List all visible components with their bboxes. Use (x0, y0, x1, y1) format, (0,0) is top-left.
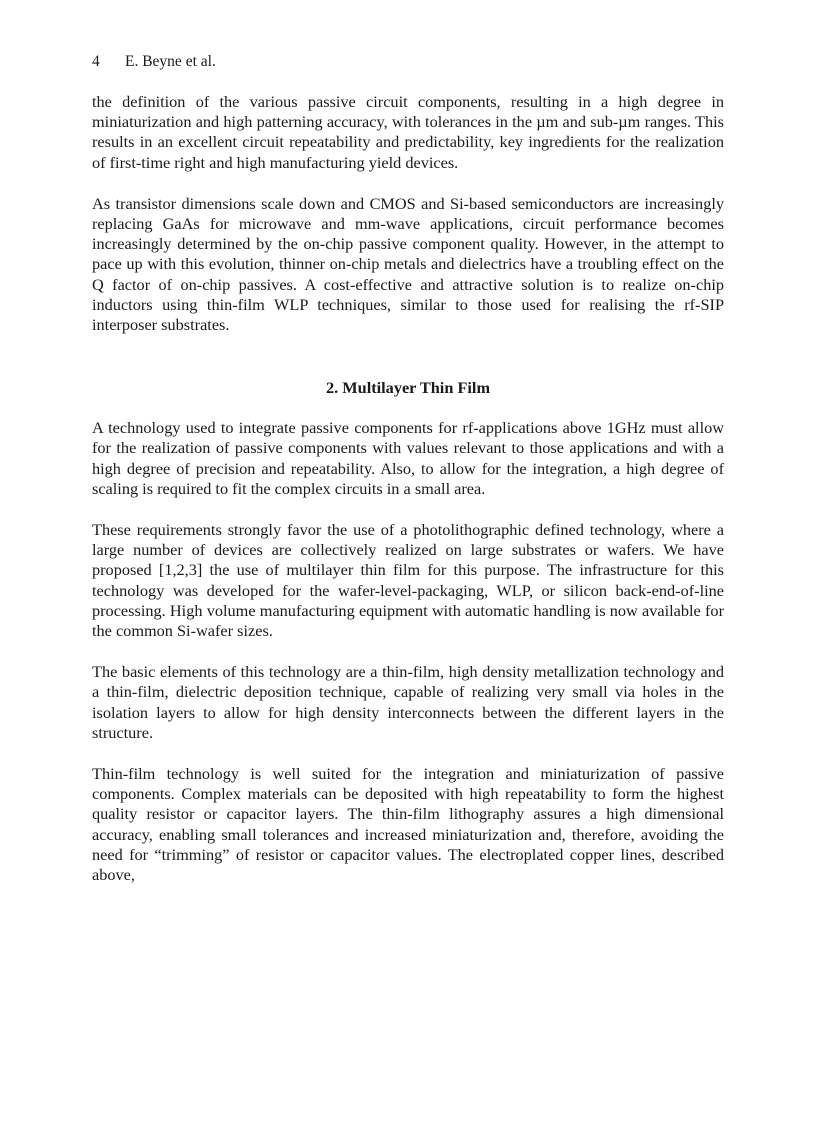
paragraph-section-4: Thin-film technology is well suited for the integration and miniaturization of passive components. Complex materials can be deposited with high repeatability to form the highest quality resistor or capacitor layers. The thin-film lithography assures a high dimensional accuracy, enabling small tolerances and increased miniaturization and, therefore, avoiding the need for “trimming” of resistor or capacitor values. The electroplated copper lines, described above, (92, 764, 724, 885)
page-number: 4 (92, 53, 100, 70)
running-authors: E. Beyne et al. (125, 53, 216, 70)
running-header (92, 52, 724, 72)
section-heading: 2. Multilayer Thin Film (325, 378, 491, 398)
paper-page (92, 52, 724, 885)
paragraph-intro-2: As transistor dimensions scale down and CMOS and Si-based semiconductors are increasingly replacing GaAs for microwave and mm-wave applications, circuit performance becomes increasingly determined by the on-chip passive component quality. However, in the attempt to pace up with this evolution, thinner on-chip metals and dielectrics have a troubling effect on the Q factor of on-chip passives. A cost-effective and attractive solution is to realize on-chip inductors using thin-film WLP techniques, similar to those used for realising the rf-SIP interposer substrates. (92, 193, 724, 335)
paragraph-intro-1: the definition of the various passive circuit components, resulting in a high degree in miniaturization and high patterning accuracy, with tolerances in the µm and sub-µm ranges. This results in an excellent circuit repeatability and predictability, key ingredients for the realization of first-time right and high manufacturing yield devices. (92, 92, 724, 172)
paragraph-section-2: These requirements strongly favor the use of a photolithographic defined technology, where a large number of devices are collectively realized on large substrates or wafers. We have proposed [1,2,3] the use of multilayer thin film for this purpose. The infrastructure for this technology was developed for the wafer-level-packaging, WLP, or silicon back-end-of-line processing. High volume manufacturing equipment with automatic handling is now available for the common Si-wafer sizes. (92, 520, 724, 641)
paragraph-section-1: A technology used to integrate passive components for rf-applications above 1GHz must allow for the realization of passive components with values relevant to those applications and with a high degree of precision and repeatability. Also, to allow for the integration, a high degree of scaling is required to fit the complex circuits in a small area. (92, 418, 724, 498)
paragraph-section-3: The basic elements of this technology are a thin-film, high density metallization technology and a thin-film, dielectric deposition technique, capable of realizing very small via holes in the isolation layers to allow for high density interconnects between the different layers in the structure. (92, 662, 724, 742)
